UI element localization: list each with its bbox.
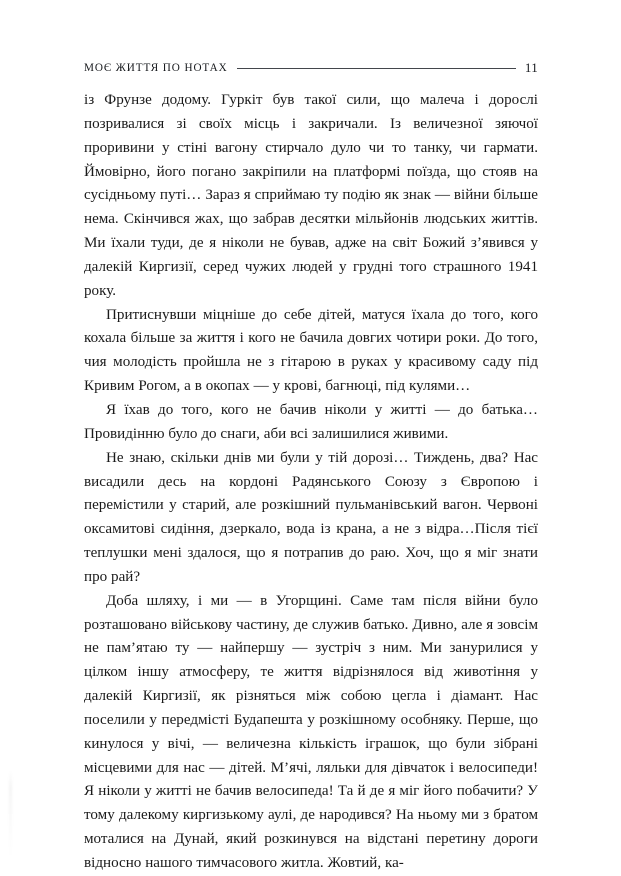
running-head-rule	[237, 68, 516, 69]
page-number: 11	[524, 60, 538, 75]
paragraph: із Фрунзе додому. Гуркіт був такої сили, що малеча і дорослі позривалися зі своїх місць і закричали. Із величезної зяючої проривини у стіні вагону стирчало дуло чи то танку, чи гармати. Ймовірно, його погано закріпили на платформі поїзда, що стояв на сусідньому путі… Зараз я сприймаю ту подію як знак — війни більше нема. Скінчився жах, що забрав десятки мільйонів людських життів. Ми їхали туди, де я ніколи не бував, адже на світ Божий з’явився у далекій Киргизії, серед чужих людей у грудні того страшного 1941 року.	[84, 92, 538, 299]
body-text-block	[84, 89, 538, 876]
paragraph: Я їхав до того, кого не бачив ніколи у житті — до батька… Провидінню було до снаги, аби всі залишилися живими.	[84, 401, 538, 442]
running-head	[84, 60, 538, 76]
paragraph: Притиснувши міцніше до себе дітей, матуся їхала до того, кого кохала більше за життя і кого не бачила довгих чотири роки. До того, чия молодість пройшла не з гітарою в руках у красивому саду під Кривим Рогом, а в окопах — у крові, багнюці, під кулями…	[84, 306, 538, 395]
scan-artifact	[9, 770, 12, 858]
paragraph: Не знаю, скільки днів ми були у тій дорозі… Тиждень, два? Нас висадили десь на кордоні Радянського Союзу з Європою і перемістили у старий, але розкішний пульманівський вагон. Червоні оксамитові сидіння, дзеркало, вода із крана, а не з відра…Після тієї теплушки мені здалося, що я потрапив до раю. Хоч, що я міг знати про рай?	[84, 449, 538, 585]
paragraph: Доба шляху, і ми — в Угорщині. Саме там після війни було розташовано військову частину, де служив батько. Дивно, але я зовсім не пам’ятаю ту — найпершу — зустріч з ним. Ми занурилися у цілком іншу атмосферу, те життя відрізнялося від животіння у далекій Киргизії, як різняться між собою цегла і діамант. Нас поселили у передмісті Будапешта у розкішному особняку. Перше, що кинулося у вічі, — величезна кількість іграшок, що були зібрані місцевими для нас — дітей. М’ячі, ляльки для дівчаток і велосипеди! Я ніколи у житті не бачив велосипеда! Та й де я міг його побачити? У тому далекому киргизькому аулі, де народився? На ньому ми з братом моталися на Дунай, який розкинувся на відстані перетину дороги відносно нашого тимчасового житла. Жовтий, ка-	[84, 592, 538, 871]
running-head-title: МОЄ ЖИТТЯ ПО НОТАХ	[84, 62, 228, 74]
